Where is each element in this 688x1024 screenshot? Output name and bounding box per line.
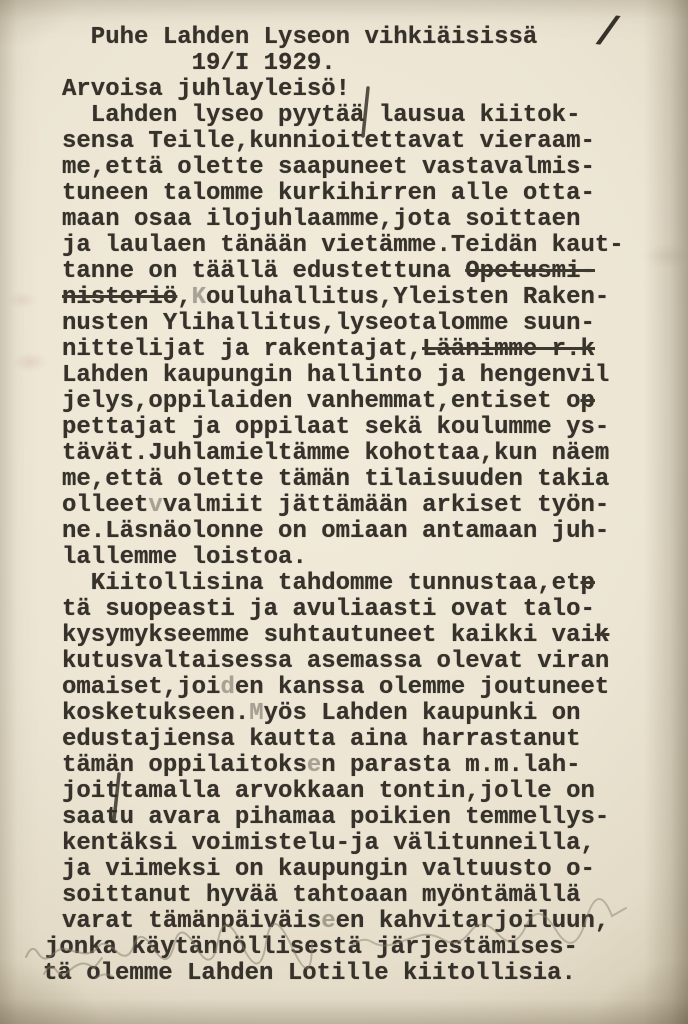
typed-line: soittanut hyvää tahtoaan myöntämällä [62, 882, 581, 909]
typed-line: Lahden kaupungin hallinto ja hengenvil [62, 362, 610, 389]
typed-line: omaiset,joiden kanssa olemme joutuneet [62, 674, 610, 701]
typed-line: tä olemme Lahden Lotille kiitollisia. [43, 960, 576, 987]
typed-line: kentäksi voimistelu-ja välitunneilla, [62, 830, 595, 857]
typed-line: me,että olette tämän tilaisuuden takia [62, 466, 610, 493]
typed-line: nusten Ylihallitus,lyseotalomme suun- [62, 310, 595, 337]
typed-line: kysymykseemme suhtautuneet kaikki vaik [62, 622, 610, 649]
typed-line: tävät.Juhlamieltämme kohottaa,kun näem [62, 440, 610, 467]
typed-line: tanne on täällä edustettuna Opetusmi- [62, 258, 595, 285]
typed-line: ja laulaen tänään vietämme.Teidän kaut- [62, 232, 624, 259]
typed-line: Kiitollisina tahdomme tunnustaa,etp [62, 570, 595, 597]
typed-line: edustajiensa kautta aina harrastanut [62, 726, 581, 753]
typed-line: 19/I 1929. [62, 50, 336, 77]
handwritten-page-mark: / [592, 8, 624, 60]
typed-line: Arvoisa juhlayleisö! [62, 76, 351, 103]
typed-line: tuneen talomme kurkihirren alle otta- [62, 180, 595, 207]
typed-line: sensa Teille,kunnioitettavat vieraam- [62, 128, 595, 155]
typed-line: ja viimeksi on kaupungin valtuusto o- [62, 856, 595, 883]
typed-line: nisteriö,Kouluhallitus,Yleisten Raken- [62, 284, 610, 311]
typed-line: tämän oppilaitoksen parasta m.m.lah- [62, 752, 581, 779]
typed-line: joittamalla arvokkaan tontin,jolle on [62, 778, 595, 805]
typed-line: tä suopeasti ja avuliaasti ovat talo- [62, 596, 595, 623]
typed-line: varat tämänpäiväiseen kahvitarjoiluun, [62, 908, 610, 935]
typed-line: olleetvvalmiit jättämään arkiset työn- [62, 492, 610, 519]
typed-line: nittelijat ja rakentajat,Läänimme r.k [62, 336, 595, 363]
typed-line: ne.Läsnäolonne on omiaan antamaan juh- [62, 518, 610, 545]
typed-line: kosketukseen.Myös Lahden kaupunki on [62, 700, 581, 727]
typed-line: kutusvaltaisessa asemassa olevat viran [62, 648, 610, 675]
typed-line: lallemme loistoa. [62, 544, 307, 571]
typed-line: maan osaa ilojuhlaamme,jota soittaen [62, 206, 581, 233]
typed-line: saatu avara pihamaa poikien temmellys- [62, 804, 610, 831]
typed-line: pettajat ja oppilaat sekä koulumme ys- [62, 414, 610, 441]
typed-text [43, 24, 624, 987]
typed-line: jonka käytännöllisestä järjestämises- [45, 934, 578, 961]
typed-line: me,että olette saapuneet vastavalmis- [62, 154, 595, 181]
typed-line: jelys,oppilaiden vanhemmat,entiset op [62, 388, 595, 415]
typed-line: Lahden lyseo pyytää lausua kiitok- [62, 102, 581, 129]
typed-line: Puhe Lahden Lyseon vihkiäisissä [62, 24, 538, 51]
